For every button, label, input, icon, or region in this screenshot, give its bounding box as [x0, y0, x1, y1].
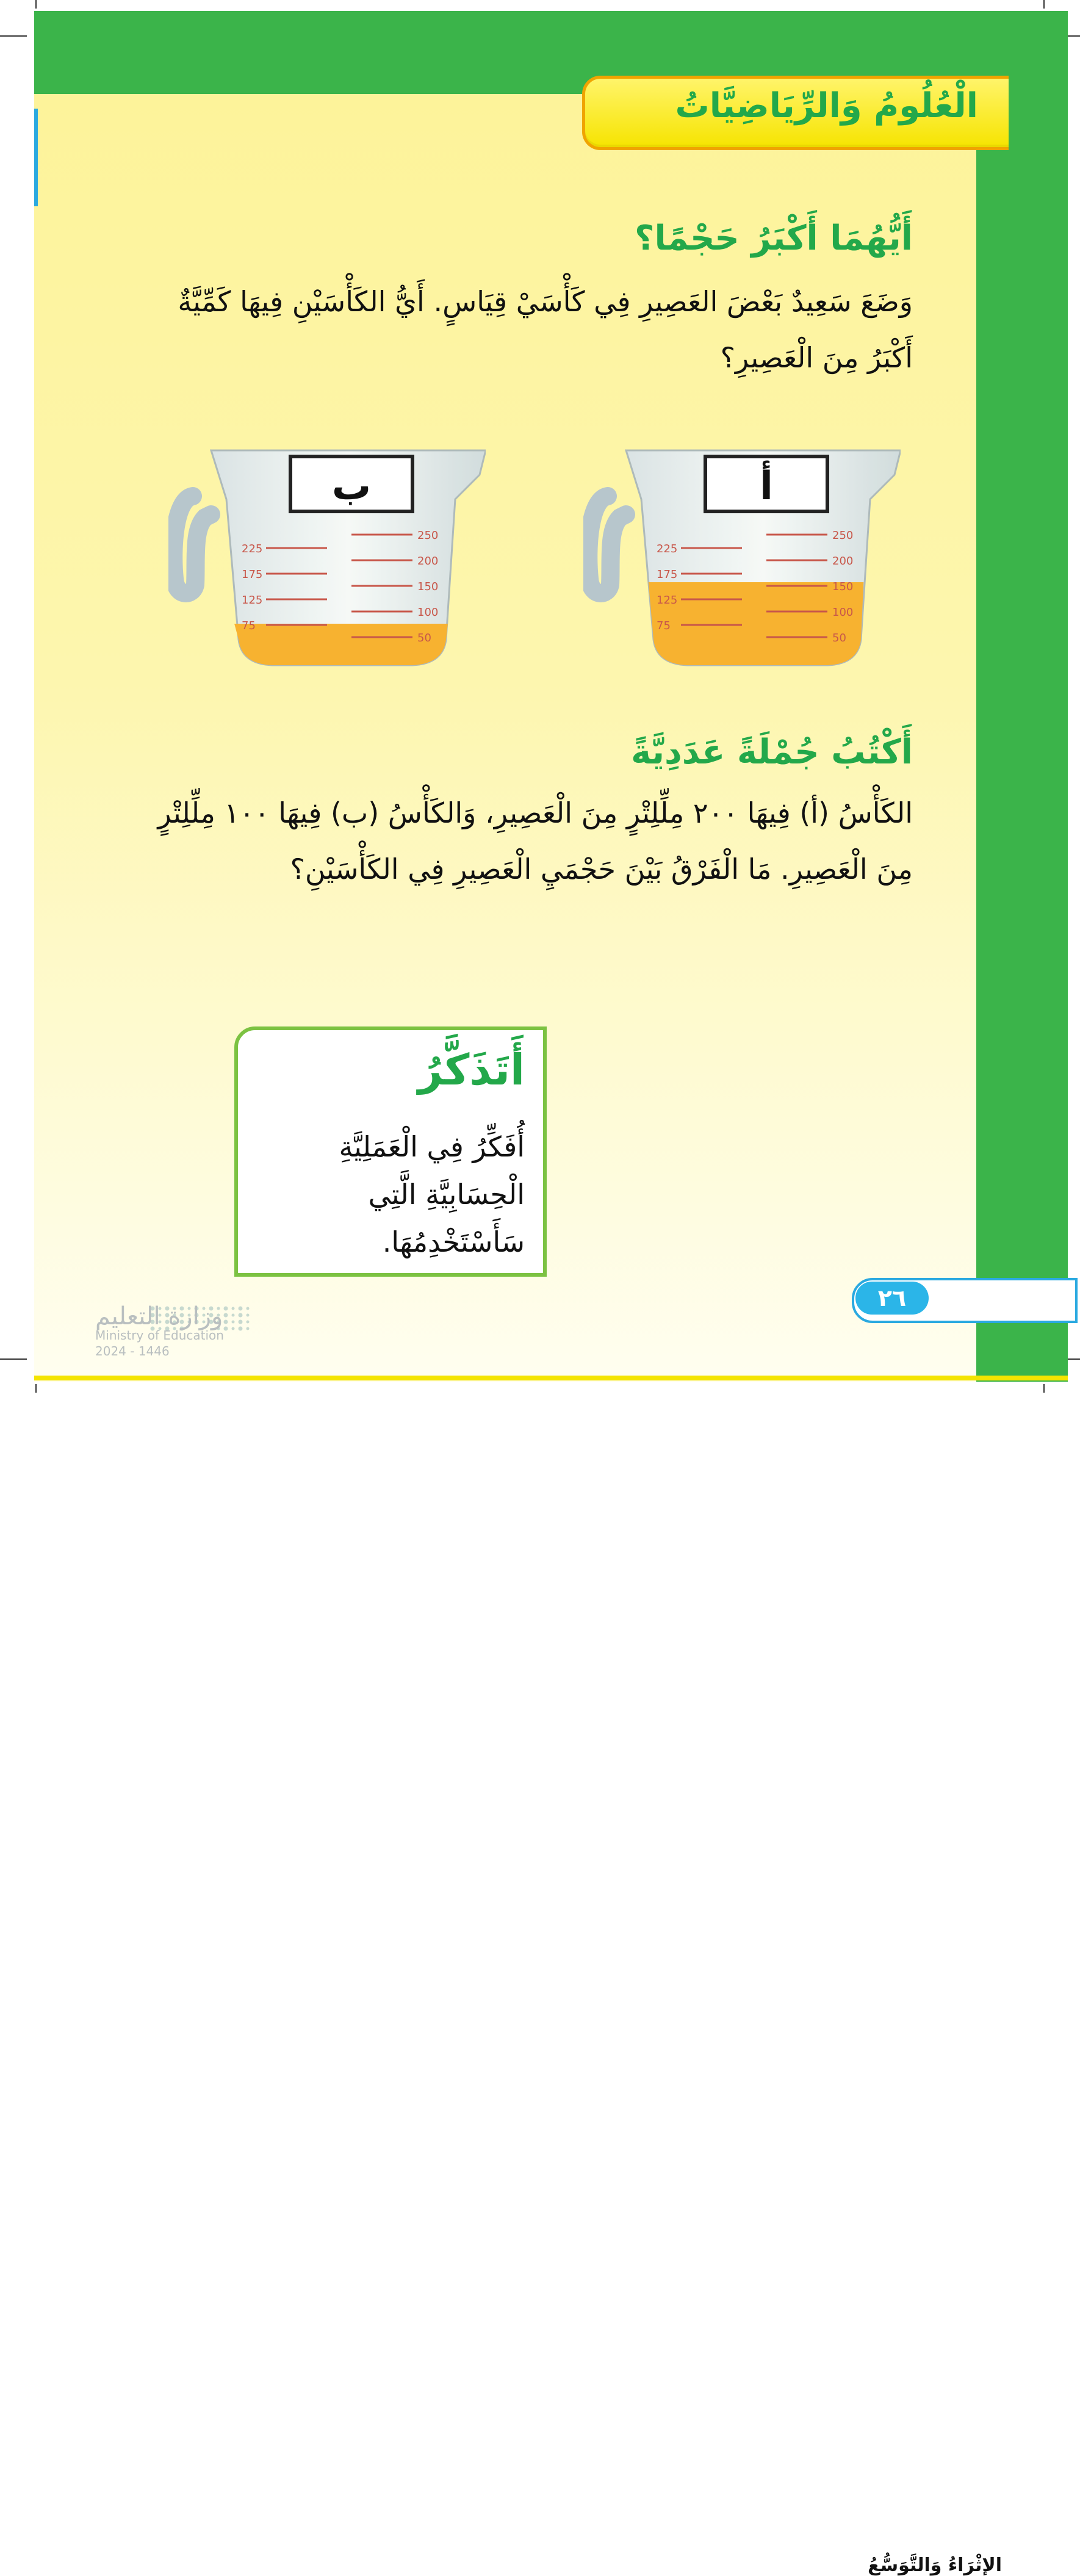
- ministry-name-en: Ministry of Education: [95, 1328, 224, 1343]
- measure-label-left: 225: [657, 543, 678, 555]
- measure-label-right: 150: [832, 580, 854, 593]
- logo-dot: [224, 1320, 228, 1324]
- measure-label-right: 50: [832, 632, 846, 644]
- ministry-name-ar: وزارة التعليم: [95, 1302, 223, 1330]
- question-heading: أَيُّهُمَا أَكْبَرُ حَجْمًا؟: [635, 218, 913, 258]
- cup-label-a: أ: [760, 464, 773, 509]
- footer-label: الإِثْرَاءُ وَالتَّوَسُّعُ: [868, 2555, 1002, 2576]
- measure-label-right: 100: [417, 606, 439, 619]
- page-number: ٢٦: [855, 1282, 929, 1315]
- remember-box: [234, 1026, 547, 1277]
- crop-mark: [0, 1358, 27, 1360]
- number-sentence-text: الكَأْسُ (أ) فِيهَا ٢٠٠ مِلِّلِتْرٍ مِنَ الْعَصِيرِ، وَالكَأْسُ (ب) فِيهَا ١٠٠ مِلِّلِتْرٍ مِنَ الْعَصِيرِ. مَا الْفَرْقُ بَيْنَ حَجْمَيِ الْعَصِيرِ فِي الكَأْسَيْنِ؟: [157, 796, 913, 886]
- logo-dot: [247, 1314, 250, 1317]
- crop-mark: [35, 1384, 37, 1393]
- crop-mark: [1043, 0, 1045, 9]
- ministry-year: 2024 - 1446: [95, 1344, 170, 1358]
- measure-label-left: 125: [242, 594, 263, 607]
- crop-mark: [35, 0, 37, 9]
- bottom-line: [34, 1376, 1068, 1380]
- measure-label-left: 175: [657, 568, 678, 581]
- crop-mark: [0, 35, 27, 37]
- logo-dot: [239, 1320, 243, 1324]
- logo-dot: [239, 1327, 243, 1331]
- logo-dot: [232, 1314, 235, 1317]
- number-sentence-heading: أَكْتُبُ جُمْلَةً عَدَدِيَّةً: [631, 732, 913, 772]
- logo-dot: [232, 1327, 235, 1330]
- measure-label-right: 100: [832, 606, 854, 619]
- measure-label-left: 175: [242, 568, 263, 581]
- logo-dot: [239, 1313, 243, 1318]
- logo-dot: [232, 1321, 235, 1324]
- juice-fill-b: [234, 624, 448, 665]
- crop-mark: [1043, 1384, 1045, 1393]
- edge-marker: [34, 109, 38, 206]
- logo-dot: [239, 1307, 243, 1311]
- banner-title: الْعُلُومُ وَالرِّيَاضِيَّاتُ: [675, 86, 978, 126]
- right-band: [976, 94, 1068, 1382]
- measure-label-right: 250: [832, 529, 854, 542]
- measure-label-right: 200: [832, 555, 854, 568]
- logo-dot: [247, 1327, 250, 1330]
- logo-dot: [224, 1313, 228, 1318]
- measure-label-right: 250: [417, 529, 439, 542]
- remember-text: أُفَكِّرُ فِي الْعَمَلِيَّةِ الْحِسَابِيَّةِ الَّتِي سَأَسْتَخْدِمُهَا.: [339, 1130, 525, 1258]
- measure-label-right: 200: [417, 555, 439, 568]
- cup-label-b: ب: [331, 464, 372, 509]
- measure-label-right: 50: [417, 632, 431, 644]
- measure-label-left: 75: [242, 619, 256, 632]
- question-text: وَضَعَ سَعِيدٌ بَعْضَ العَصِيرِ فِي كَأْسَيْ قِيَاسٍ. أَيُّ الكَأْسَيْنِ فِيهَا كَمِّيَّةٌ أَكْبَرُ مِنَ الْعَصِيرِ؟: [178, 285, 913, 374]
- section-banner: [582, 76, 1009, 150]
- measure-label-right: 150: [417, 580, 439, 593]
- page: [34, 11, 1068, 2576]
- measure-label-left: 75: [657, 619, 671, 632]
- juice-fill-a: [649, 582, 864, 665]
- remember-title: أَتَذَكَّرُ: [418, 1045, 525, 1095]
- logo-dot: [247, 1321, 250, 1324]
- logo-dot: [224, 1307, 228, 1311]
- measure-label-left: 225: [242, 543, 263, 555]
- logo-dot: [247, 1307, 250, 1310]
- measuring-cup-b: [168, 438, 486, 682]
- measure-label-left: 125: [657, 594, 678, 607]
- logo-dot: [224, 1327, 228, 1331]
- logo-dot: [232, 1307, 235, 1310]
- measuring-cup-a: [583, 438, 901, 682]
